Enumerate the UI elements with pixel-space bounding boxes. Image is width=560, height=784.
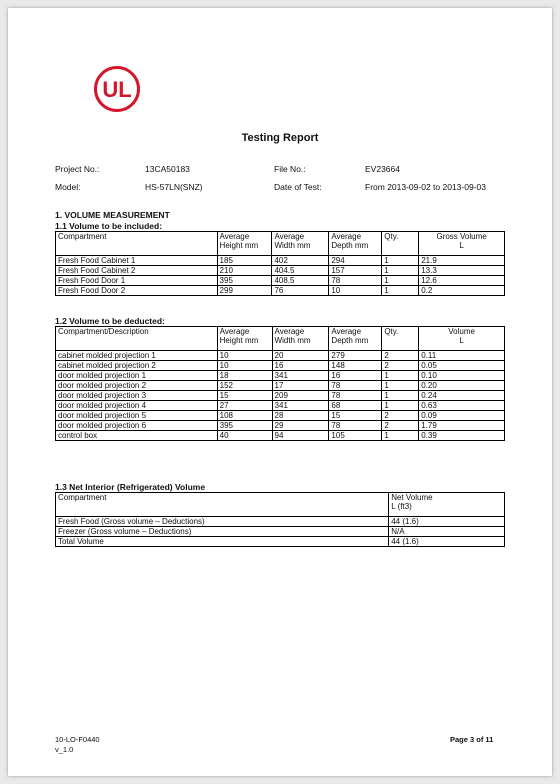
table-cell: 341 <box>272 401 329 411</box>
table-row <box>56 527 505 537</box>
table-row <box>56 351 505 361</box>
table-cell: 76 <box>272 286 329 296</box>
page-number: Page 3 of 11 <box>450 735 494 744</box>
table-cell: 29 <box>272 421 329 431</box>
column-header: Qty. <box>382 327 419 351</box>
table-cell: 15 <box>329 411 382 421</box>
table-row <box>56 537 505 547</box>
table-row <box>56 371 505 381</box>
table-cell: door molded projection 5 <box>56 411 218 421</box>
table-cell: 10 <box>217 361 272 371</box>
table-cell: cabinet molded projection 2 <box>56 361 218 371</box>
file-value: EV23664 <box>365 164 400 174</box>
table-cell: door molded projection 2 <box>56 381 218 391</box>
table-cell: 0.24 <box>419 391 505 401</box>
table-row <box>56 256 505 266</box>
date-label: Date of Test: <box>274 182 322 192</box>
table-cell: 0.20 <box>419 381 505 391</box>
table-cell: Fresh Food Door 2 <box>56 286 218 296</box>
column-header: Compartment <box>56 493 389 517</box>
column-header: Average Width mm <box>272 327 329 351</box>
table-cell: 1 <box>382 276 419 286</box>
table-cell: 1 <box>382 256 419 266</box>
table-row <box>56 431 505 441</box>
table-cell: 15 <box>217 391 272 401</box>
table-cell: 408.5 <box>272 276 329 286</box>
table-cell: 341 <box>272 371 329 381</box>
table-cell: Freezer (Gross volume – Deductions) <box>56 527 389 537</box>
table-cell: 2 <box>382 351 419 361</box>
net-volume-table <box>55 492 505 547</box>
column-header: Average Width mm <box>272 232 329 256</box>
table-cell: 105 <box>329 431 382 441</box>
column-header: Average Height mm <box>217 327 272 351</box>
table-row <box>56 401 505 411</box>
table-cell: 1 <box>382 391 419 401</box>
table-cell: 94 <box>272 431 329 441</box>
table-cell: 0.05 <box>419 361 505 371</box>
table-cell: Fresh Food (Gross volume – Deductions) <box>56 517 389 527</box>
column-header: Qty. <box>382 232 419 256</box>
table-cell: door molded projection 1 <box>56 371 218 381</box>
table-cell: 2 <box>382 411 419 421</box>
table-row <box>56 421 505 431</box>
table-cell: 1 <box>382 286 419 296</box>
table-cell: 78 <box>329 391 382 401</box>
table-cell: 1 <box>382 401 419 411</box>
table-row <box>56 391 505 401</box>
form-version: v_1.0 <box>55 745 74 754</box>
table-cell: 78 <box>329 276 382 286</box>
project-label: Project No.: <box>55 164 100 174</box>
volume-included-table <box>55 231 505 296</box>
table-row <box>56 517 505 527</box>
table-cell: 68 <box>329 401 382 411</box>
table-cell: 2 <box>382 421 419 431</box>
table1-heading: 1.1 Volume to be included: <box>55 221 163 231</box>
table-cell: 1 <box>382 266 419 276</box>
page-title: Testing Report <box>241 132 319 144</box>
ul-logo <box>93 65 141 113</box>
table-cell: 0.10 <box>419 371 505 381</box>
table-cell: 40 <box>217 431 272 441</box>
column-header: Average Depth mm <box>329 327 382 351</box>
table-cell: 395 <box>217 276 272 286</box>
table-cell: Fresh Food Door 1 <box>56 276 218 286</box>
volume-deducted-table <box>55 326 505 441</box>
table-cell: 78 <box>329 421 382 431</box>
table-cell: 404.5 <box>272 266 329 276</box>
table-cell: Fresh Food Cabinet 1 <box>56 256 218 266</box>
table-row <box>56 286 505 296</box>
table-cell: 157 <box>329 266 382 276</box>
table-cell: 27 <box>217 401 272 411</box>
table-cell: 2 <box>382 361 419 371</box>
table-cell: 210 <box>217 266 272 276</box>
table-cell: cabinet molded projection 1 <box>56 351 218 361</box>
table-header-row <box>56 327 505 351</box>
column-header: Average Depth mm <box>329 232 382 256</box>
table-cell: 0.39 <box>419 431 505 441</box>
table-cell: 18 <box>217 371 272 381</box>
table-cell: 21.9 <box>419 256 505 266</box>
table-cell: 1.79 <box>419 421 505 431</box>
table-row <box>56 276 505 286</box>
table-cell: 17 <box>272 381 329 391</box>
column-header: Volume L <box>419 327 505 351</box>
table-cell: 299 <box>217 286 272 296</box>
table-cell: Total Volume <box>56 537 389 547</box>
table-cell: 16 <box>272 361 329 371</box>
table-cell: 44 (1.6) <box>389 537 505 547</box>
table-cell: 402 <box>272 256 329 266</box>
table-cell: 16 <box>329 371 382 381</box>
table-cell: 279 <box>329 351 382 361</box>
table-row <box>56 361 505 371</box>
table-cell: 44 (1.6) <box>389 517 505 527</box>
form-code: 10-LO-F0440 <box>55 735 100 744</box>
table-cell: 209 <box>272 391 329 401</box>
column-header: Compartment/Description <box>56 327 218 351</box>
table-cell: 13.3 <box>419 266 505 276</box>
table-cell: 28 <box>272 411 329 421</box>
table-cell: 10 <box>217 351 272 361</box>
table-header-row <box>56 232 505 256</box>
table2-heading: 1.2 Volume to be deducted: <box>55 316 165 326</box>
table-header-row <box>56 493 505 517</box>
table3-heading: 1.3 Net Interior (Refrigerated) Volume <box>55 482 206 492</box>
table-cell: door molded projection 6 <box>56 421 218 431</box>
table-cell: Fresh Food Cabinet 2 <box>56 266 218 276</box>
project-value: 13CA50183 <box>145 164 190 174</box>
table-cell: 185 <box>217 256 272 266</box>
model-label: Model: <box>55 182 81 192</box>
table-cell: 148 <box>329 361 382 371</box>
table-cell: 0.63 <box>419 401 505 411</box>
column-header: Compartment <box>56 232 218 256</box>
table-cell: 152 <box>217 381 272 391</box>
table-cell: N/A <box>389 527 505 537</box>
model-value: HS-57LN(SNZ) <box>145 182 203 192</box>
document-page <box>8 8 552 776</box>
table-cell: door molded projection 3 <box>56 391 218 401</box>
column-header: Average Height mm <box>217 232 272 256</box>
ul-logo-text: UL <box>102 77 132 102</box>
table-cell: 1 <box>382 431 419 441</box>
section-heading: 1. VOLUME MEASUREMENT <box>55 210 170 220</box>
table-cell: 78 <box>329 381 382 391</box>
column-header: Gross Volume L <box>419 232 505 256</box>
table-cell: control box <box>56 431 218 441</box>
table-cell: 395 <box>217 421 272 431</box>
table-cell: 1 <box>382 381 419 391</box>
table-cell: 0.2 <box>419 286 505 296</box>
table-cell: 10 <box>329 286 382 296</box>
date-value: From 2013-09-02 to 2013-09-03 <box>365 182 486 192</box>
table-cell: 294 <box>329 256 382 266</box>
table-row <box>56 411 505 421</box>
table-cell: 0.09 <box>419 411 505 421</box>
table-cell: 0.11 <box>419 351 505 361</box>
column-header: Net Volume L (ft3) <box>389 493 505 517</box>
table-cell: 20 <box>272 351 329 361</box>
table-cell: door molded projection 4 <box>56 401 218 411</box>
table-cell: 1 <box>382 371 419 381</box>
table-row <box>56 266 505 276</box>
file-label: File No.: <box>274 164 306 174</box>
table-cell: 108 <box>217 411 272 421</box>
table-cell: 12.6 <box>419 276 505 286</box>
table-row <box>56 381 505 391</box>
